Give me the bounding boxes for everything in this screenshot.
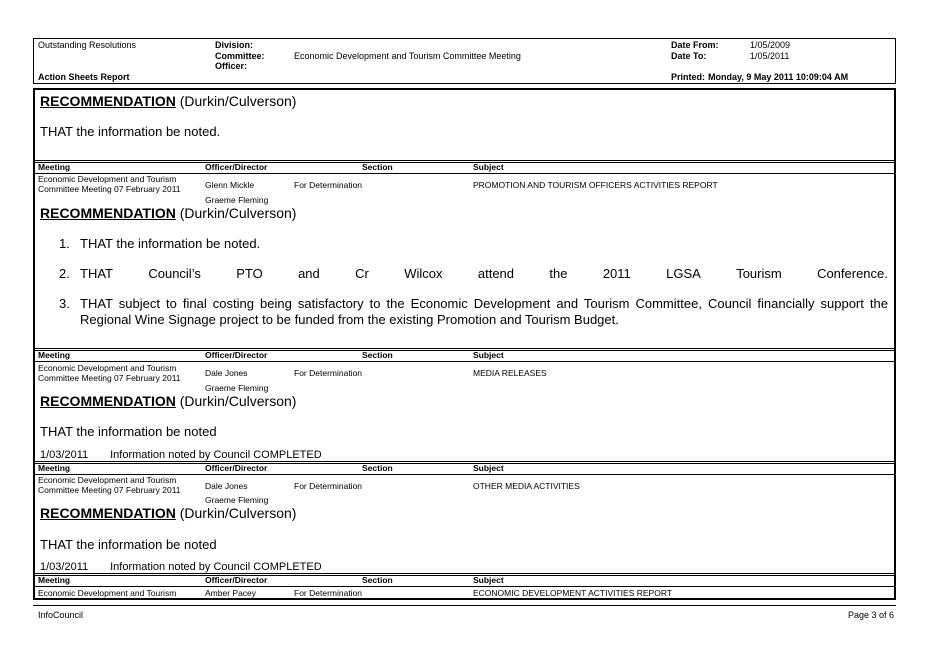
report-name: Outstanding Resolutions: [38, 40, 137, 50]
officer-label: Officer:: [215, 61, 248, 71]
row-divider: [33, 573, 896, 576]
col-section: Section: [362, 575, 393, 585]
col-officer: Officer/Director: [205, 575, 268, 585]
list-item: THAT Council’s PTO and Cr Wilcox attend the 2011 LGSA Tourism Conference.: [80, 266, 888, 281]
section-cell: For Determination: [294, 588, 363, 598]
col-subject: Subject: [473, 463, 504, 473]
col-subject: Subject: [473, 575, 504, 585]
footer-app-name: InfoCouncil: [38, 610, 84, 620]
subject-cell: ECONOMIC DEVELOPMENT ACTIVITIES REPORT: [473, 588, 672, 598]
row-divider: [33, 361, 896, 362]
meeting-cell: Economic Development and Tourism: [38, 588, 177, 598]
subject-cell: PROMOTION AND TOURISM OFFICERS ACTIVITIES REPORT: [473, 180, 718, 190]
row-divider: [33, 160, 896, 163]
subject-cell: OTHER MEDIA ACTIVITIES: [473, 481, 580, 491]
list-number: 2.: [59, 266, 70, 281]
page-number: Page 3 of 6: [848, 610, 895, 620]
col-officer: Officer/Director: [205, 463, 268, 473]
committee-label: Committee:: [215, 51, 265, 61]
section-cell: For Determination: [294, 368, 363, 378]
col-meeting: Meeting: [38, 575, 71, 585]
recommendation-heading: RECOMMENDATION (Durkin/Culverson): [40, 93, 297, 109]
col-section: Section: [362, 162, 393, 172]
officer-cell-2: Graeme Fleming: [205, 383, 269, 393]
list-item: THAT subject to final costing being satisfactory to the Economic Development and Tourism Committee, Council financially support the Regional Wine Signage project to be funded from the existing Promotion and Tourism Budget.: [80, 296, 888, 327]
recommendation-text: THAT the information be noted: [40, 424, 217, 439]
officer-cell: Dale Jones: [205, 481, 248, 491]
recommendation-text: THAT the information be noted: [40, 537, 217, 552]
col-meeting: Meeting: [38, 463, 71, 473]
recommendation-heading: RECOMMENDATION (Durkin/Culverson): [40, 505, 297, 521]
col-meeting: Meeting: [38, 350, 71, 360]
officer-cell: Dale Jones: [205, 368, 248, 378]
committee-value: Economic Development and Tourism Committee Meeting: [294, 51, 521, 61]
report-body: [33, 88, 896, 600]
division-label: Division:: [215, 40, 254, 50]
report-type: Action Sheets Report: [38, 72, 130, 82]
section-cell: For Determination: [294, 180, 363, 190]
meeting-cell: Economic Development and Tourism Committee Meeting 07 February 2011: [38, 475, 181, 495]
row-divider: [33, 586, 896, 587]
date-from-value: 1/05/2009: [750, 40, 791, 50]
col-section: Section: [362, 350, 393, 360]
col-subject: Subject: [473, 162, 504, 172]
col-officer: Officer/Director: [205, 350, 268, 360]
officer-cell-2: Graeme Fleming: [205, 195, 269, 205]
status-line: 1/03/2011 Information noted by Council COMPLETED: [40, 449, 322, 461]
col-officer: Officer/Director: [205, 162, 268, 172]
printed-label: Printed:: [671, 72, 706, 82]
officer-cell: Glenn Mickle: [205, 180, 255, 190]
section-cell: For Determination: [294, 481, 363, 491]
list-number: 1.: [59, 236, 70, 251]
status-line: 1/03/2011 Information noted by Council COMPLETED: [40, 561, 322, 573]
meeting-cell: Economic Development and Tourism Committee Meeting 07 February 2011: [38, 174, 181, 194]
officer-cell: Amber Pacey: [205, 588, 257, 598]
subject-cell: MEDIA RELEASES: [473, 368, 547, 378]
list-item: THAT the information be noted.: [80, 236, 261, 251]
date-from-label: Date From:: [671, 40, 719, 50]
col-subject: Subject: [473, 350, 504, 360]
list-number: 3.: [59, 296, 70, 311]
recommendation-text: THAT the information be noted.: [40, 124, 221, 139]
col-section: Section: [362, 463, 393, 473]
footer-rule: [33, 605, 896, 606]
recommendation-heading: RECOMMENDATION (Durkin/Culverson): [40, 205, 297, 221]
printed-value: Monday, 9 May 2011 10:09:04 AM: [708, 72, 849, 82]
meeting-cell: Economic Development and Tourism Committee Meeting 07 February 2011: [38, 363, 181, 383]
date-to-label: Date To:: [671, 51, 707, 61]
officer-cell-2: Graeme Fleming: [205, 495, 269, 505]
date-to-value: 1/05/2011: [750, 51, 790, 61]
row-divider: [33, 461, 896, 464]
recommendation-heading: RECOMMENDATION (Durkin/Culverson): [40, 393, 297, 409]
row-divider: [33, 348, 896, 351]
col-meeting: Meeting: [38, 162, 71, 172]
